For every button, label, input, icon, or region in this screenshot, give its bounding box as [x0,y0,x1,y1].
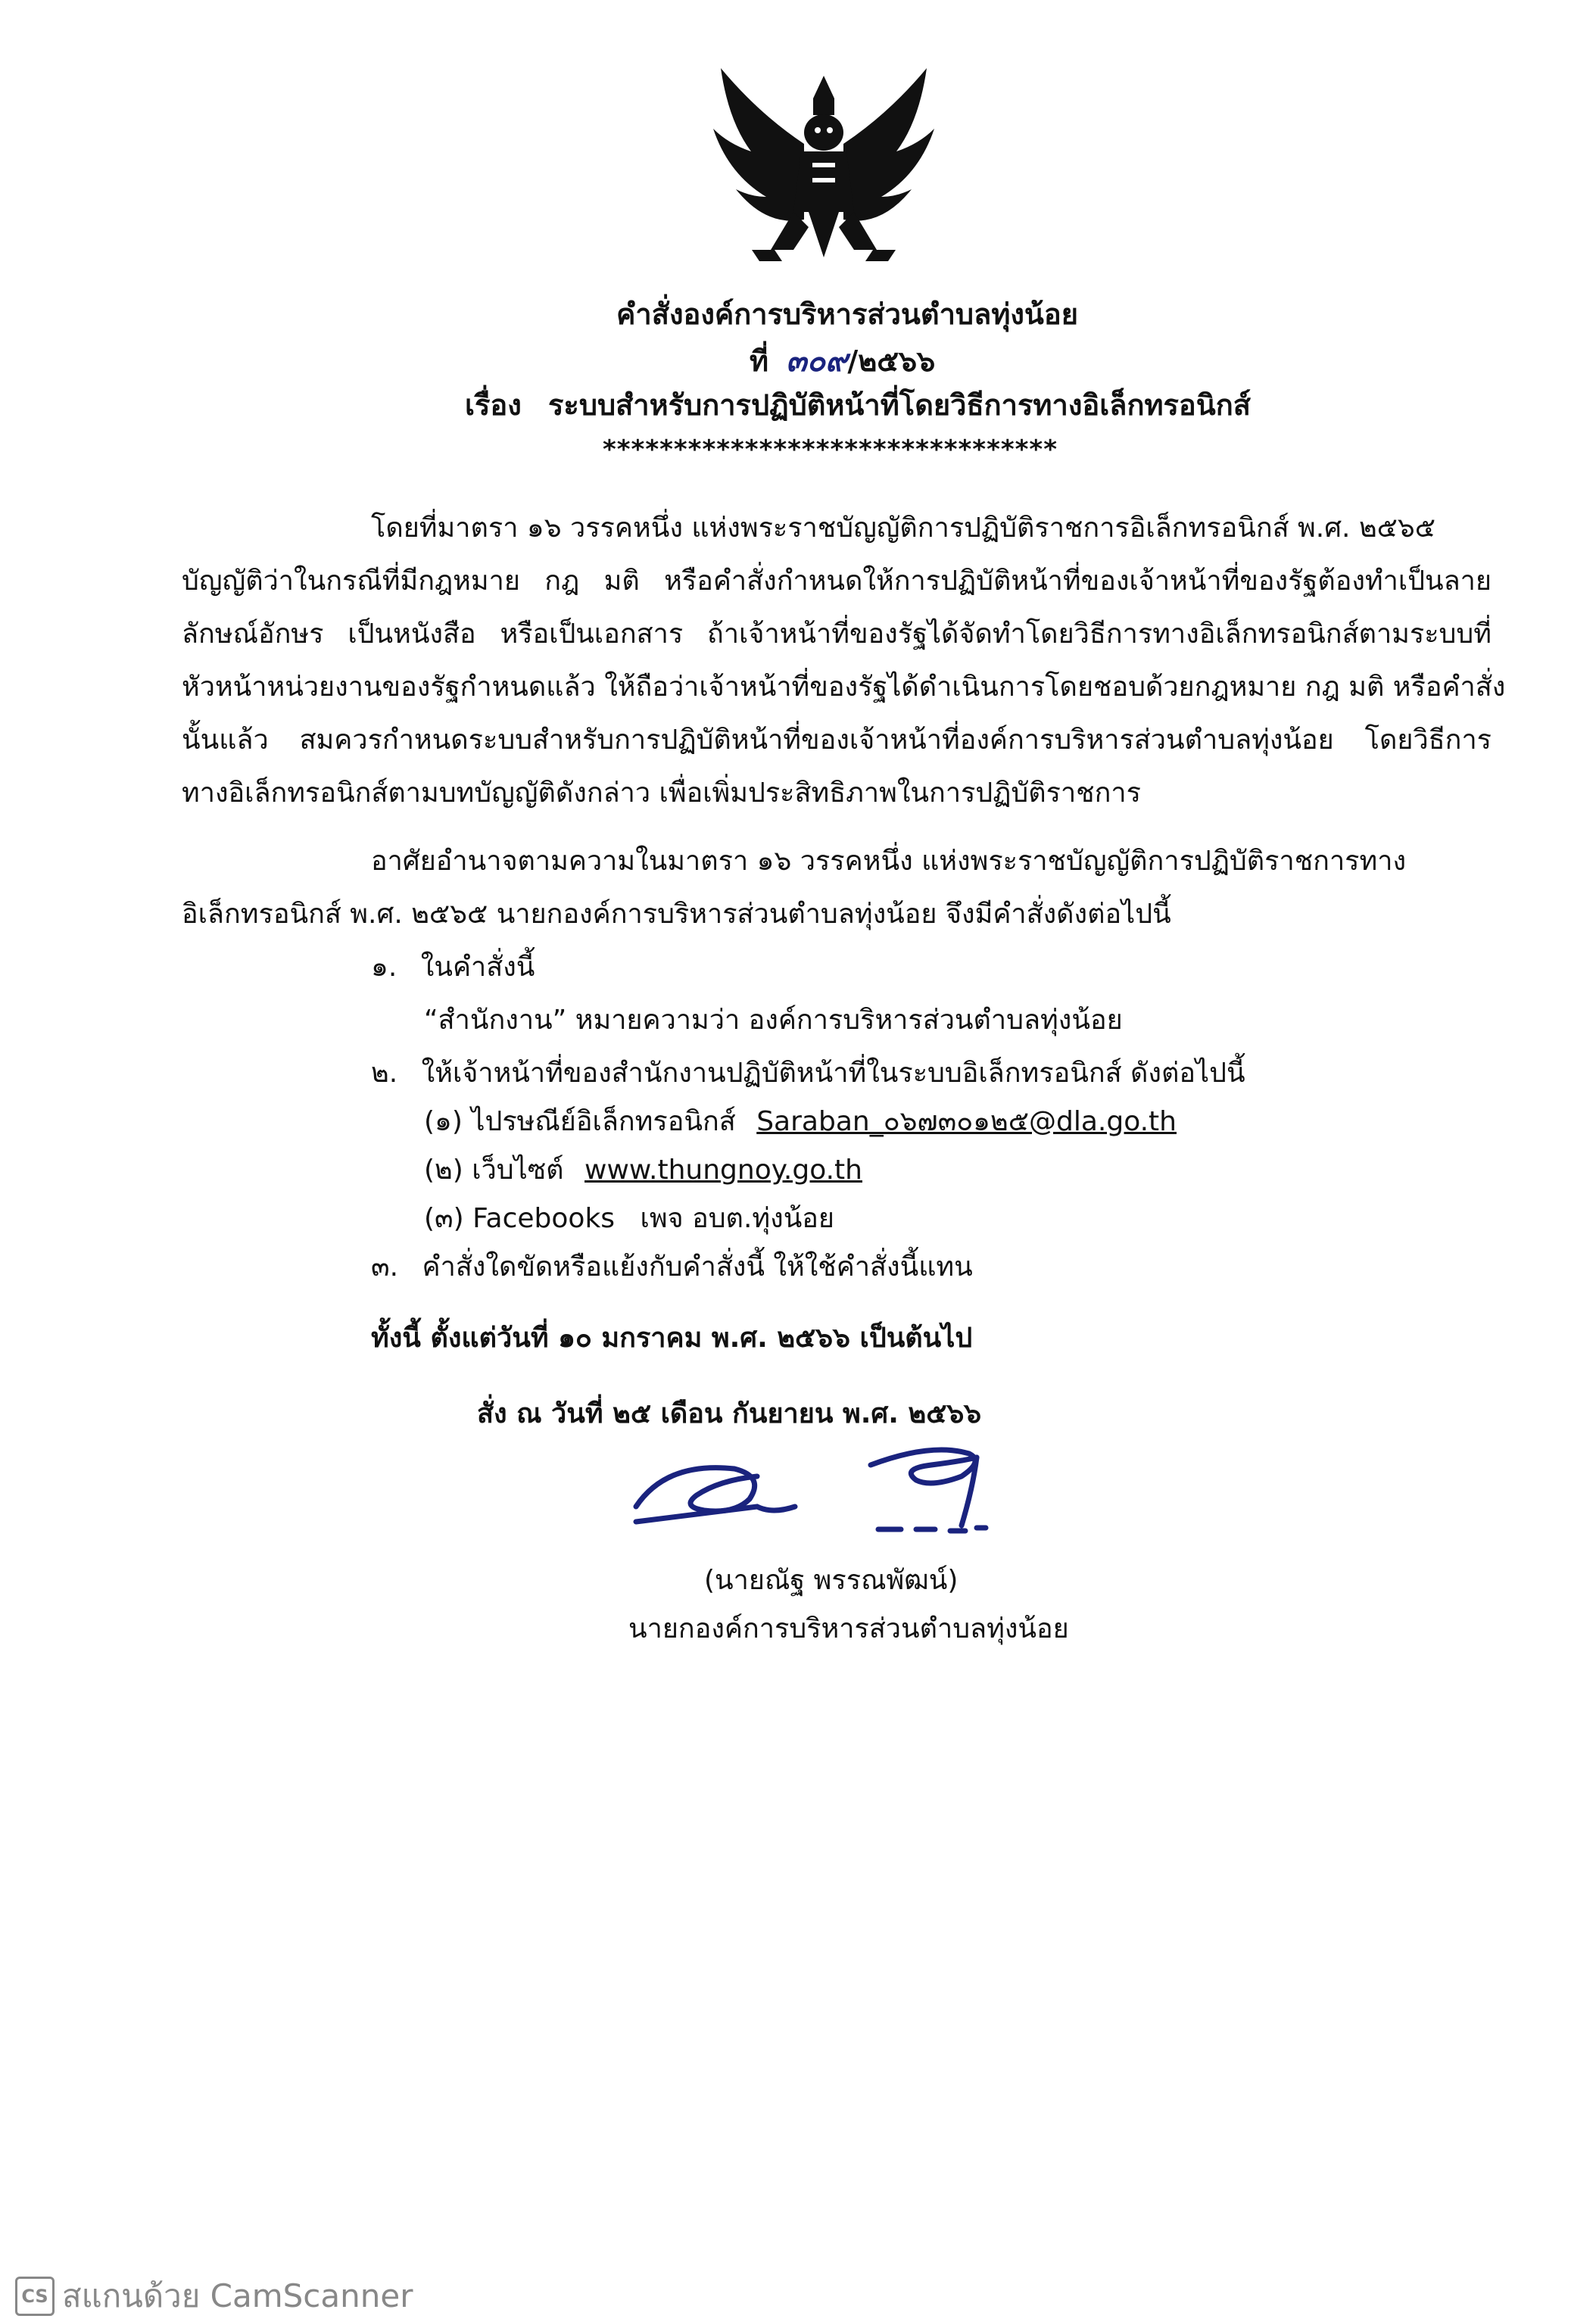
garuda-emblem-icon [703,61,945,280]
subitem-facebook [424,1196,834,1242]
ordered-date: สั่ง ณ วันที่ ๒๕ เดือน กันยายน พ.ศ. ๒๕๖๖ [477,1398,982,1429]
item-3-text: คำสั่งใดขัดหรือแย้งกับคำสั่งนี้ ให้ใช้คำสั่งนี้แทน [422,1251,973,1283]
item-1-definition: “สำนักงาน” หมายความว่า องค์การบริหารส่วนตำบลทุ่งน้อย [424,1005,1123,1036]
signer-position: นายกองค์การบริหารส่วนตำบลทุ่งน้อย [628,1613,1069,1644]
para1-line6: ทางอิเล็กทรอนิกส์ตามบทบัญญัติดังกล่าว เพื่อเพิ่มประสิทธิภาพในการปฏิบัติราชการ [182,778,1141,809]
subitem-email-label: (๑) ไปรษณีย์อิเล็กทรอนิกส์ [424,1106,736,1137]
para1-line3: ลักษณ์อักษร เป็นหนังสือ หรือเป็นเอกสาร ถ้าเจ้าหน้าที่ของรัฐได้จัดทำโดยวิธีการทางอิเล็กทรอนิกส์ตามระบบที่ [182,619,1492,650]
subject-label: เรื่อง [465,388,522,422]
scanner-watermark-text: สแกนด้วย CamScanner [62,2277,413,2314]
subitem-facebook-label: (๓) Facebooks [424,1203,616,1234]
para1-line5: นั้นแล้ว สมควรกำหนดระบบสำหรับการปฏิบัติหน้าที่ของเจ้าหน้าที่องค์การบริหารส่วนตำบลทุ่งน้อย โดยวิธีการ [182,725,1492,756]
website-link[interactable]: www.thungnoy.go.th [584,1155,862,1186]
order-number-year: /๒๕๖๖ [847,344,936,378]
item-2 [371,1051,1245,1096]
para2-line1: อาศัยอำนาจตามความในมาตรา ๑๖ วรรคหนึ่ง แห่งพระราชบัญญัติการปฏิบัติราชการทาง [371,846,1407,877]
item-2-number: ๒. [371,1058,398,1089]
item-2-text: ให้เจ้าหน้าที่ของสำนักงานปฏิบัติหน้าที่ในระบบอิเล็กทรอนิกส์ ดังต่อไปนี้ [421,1058,1245,1089]
order-number [750,336,935,385]
scanner-watermark [15,2271,413,2321]
subject-text: ระบบสำหรับการปฏิบัติหน้าที่โดยวิธีการทางอิเล็กทรอนิกส์ [548,388,1251,422]
order-number-prefix: ที่ [750,344,769,378]
signer-name: (นายณัฐ พรรณพัฒน์) [704,1565,959,1596]
subitem-website [424,1148,862,1193]
order-title: คำสั่งองค์การบริหารส่วนตำบลทุ่งน้อย [616,298,1078,331]
email-link[interactable]: Saraban_๐๖๗๓๐๑๒๕@dla.go.th [756,1106,1177,1137]
item-1-text: ในคำสั่งนี้ [420,952,535,983]
para1-line4: หัวหน้าหน่วยงานของรัฐกำหนดแล้ว ให้ถือว่าเจ้าหน้าที่ของรัฐได้ดำเนินการโดยชอบด้วยกฎหมาย กฎ มติ หรือคำสั่ง [182,672,1506,703]
item-3-number: ๓. [371,1251,399,1283]
subitem-website-label: (๒) เว็บไซต์ [424,1155,564,1186]
item-1 [371,945,535,990]
order-subject [465,382,1251,428]
para2-line2: อิเล็กทรอนิกส์ พ.ศ. ๒๕๖๕ นายกองค์การบริหารส่วนตำบลทุ่งน้อย จึงมีคำสั่งดังต่อไปนี้ [182,899,1171,930]
item-3 [371,1245,973,1290]
signature-icon [621,1438,1090,1544]
item-1-number: ๑. [371,952,397,983]
para1-line2: บัญญัติว่าในกรณีที่มีกฎหมาย กฎ มติ หรือคำสั่งกำหนดให้การปฏิบัติหน้าที่ของเจ้าหน้าที่ของรัฐต้องทำเป็นลาย [182,566,1492,597]
para1-line1: โดยที่มาตรา ๑๖ วรรคหนึ่ง แห่งพระราชบัญญัติการปฏิบัติราชการอิเล็กทรอนิกส์ พ.ศ. ๒๕๖๕ [371,513,1436,544]
header-separator: ******************************** [603,435,1058,465]
subitem-email [424,1099,1177,1145]
effective-date: ทั้งนี้ ตั้งแต่วันที่ ๑๐ มกราคม พ.ศ. ๒๕๖๖ เป็นต้นไป [371,1323,973,1354]
order-number-handwritten: ๓๐๙ [786,343,848,379]
subitem-facebook-value: เพจ อบต.ทุ่งน้อย [640,1203,835,1234]
camscanner-logo-icon: CS [15,2277,55,2316]
